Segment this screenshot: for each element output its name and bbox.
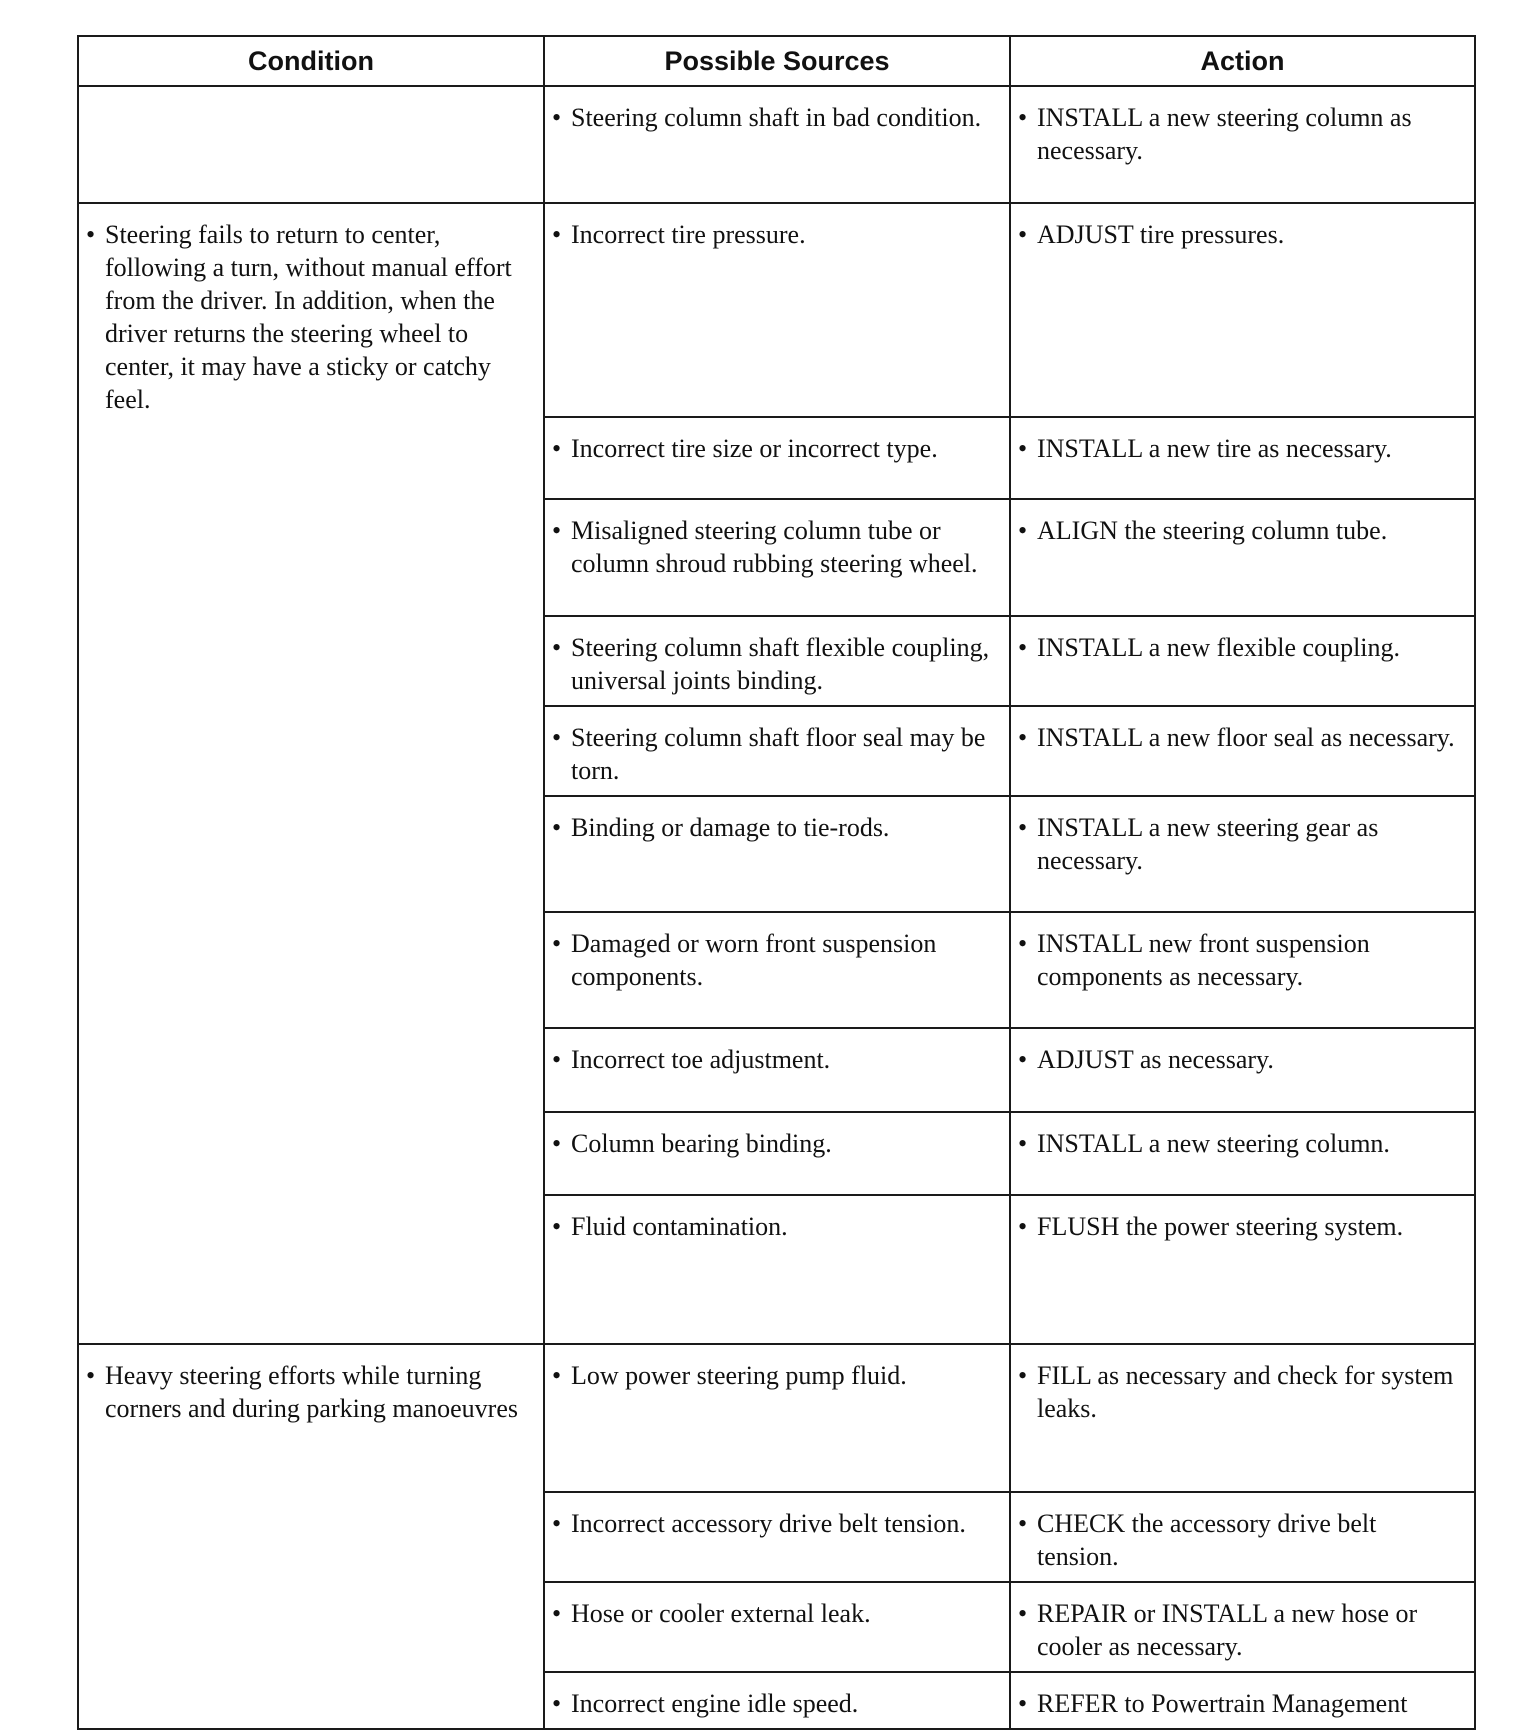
source-cell: • Hose or cooler external leak.: [544, 1582, 1010, 1672]
source-cell: • Incorrect tire pressure.: [544, 203, 1010, 417]
table-row: [78, 86, 1475, 203]
action-cell: • REPAIR or INSTALL a new hose or cooler as necessary.: [1010, 1582, 1475, 1672]
diagnosis-table: [77, 35, 1476, 1730]
source-cell: • Fluid contamination.: [544, 1195, 1010, 1344]
source-cell: • Incorrect tire size or incorrect type.: [544, 417, 1010, 499]
action-cell: • CHECK the accessory drive belt tension.: [1010, 1492, 1475, 1582]
source-cell: • Damaged or worn front suspension components.: [544, 912, 1010, 1028]
condition-cell: • Heavy steering efforts while turning corners and during parking manoeuvres: [78, 1344, 544, 1729]
action-cell: • INSTALL new front suspension components as necessary.: [1010, 912, 1475, 1028]
source-cell: • Incorrect accessory drive belt tension.: [544, 1492, 1010, 1582]
source-cell: • Low power steering pump fluid.: [544, 1344, 1010, 1492]
action-cell: • FLUSH the power steering system.: [1010, 1195, 1475, 1344]
condition-cell: [78, 86, 544, 203]
source-cell: • Incorrect toe adjustment.: [544, 1028, 1010, 1112]
header-action: Action: [1010, 36, 1475, 86]
table-row: [78, 203, 1475, 417]
action-cell: • INSTALL a new flexible coupling.: [1010, 616, 1475, 706]
action-cell: • ADJUST as necessary.: [1010, 1028, 1475, 1112]
action-cell: • REFER to Powertrain Management: [1010, 1672, 1475, 1729]
header-possible-sources: Possible Sources: [544, 36, 1010, 86]
action-cell: • INSTALL a new steering column as necessary.: [1010, 86, 1475, 203]
condition-cell: • Steering fails to return to center, following a turn, without manual effort from the driver. In addition, when the driver returns the steering wheel to center, it may have a sticky or catchy feel.: [78, 203, 544, 1344]
header-row: [78, 36, 1475, 86]
action-cell: • INSTALL a new floor seal as necessary.: [1010, 706, 1475, 796]
source-cell: • Incorrect engine idle speed.: [544, 1672, 1010, 1729]
action-cell: • ADJUST tire pressures.: [1010, 203, 1475, 417]
source-cell: • Steering column shaft floor seal may be torn.: [544, 706, 1010, 796]
action-cell: • ALIGN the steering column tube.: [1010, 499, 1475, 616]
table-row: [78, 1344, 1475, 1492]
action-cell: • INSTALL a new steering column.: [1010, 1112, 1475, 1195]
source-cell: • Steering column shaft in bad condition.: [544, 86, 1010, 203]
action-cell: • INSTALL a new steering gear as necessary.: [1010, 796, 1475, 912]
action-cell: • INSTALL a new tire as necessary.: [1010, 417, 1475, 499]
source-cell: • Binding or damage to tie-rods.: [544, 796, 1010, 912]
source-cell: • Misaligned steering column tube or column shroud rubbing steering wheel.: [544, 499, 1010, 616]
header-condition: Condition: [78, 36, 544, 86]
source-cell: • Steering column shaft flexible coupling, universal joints binding.: [544, 616, 1010, 706]
action-cell: • FILL as necessary and check for system leaks.: [1010, 1344, 1475, 1492]
source-cell: • Column bearing binding.: [544, 1112, 1010, 1195]
